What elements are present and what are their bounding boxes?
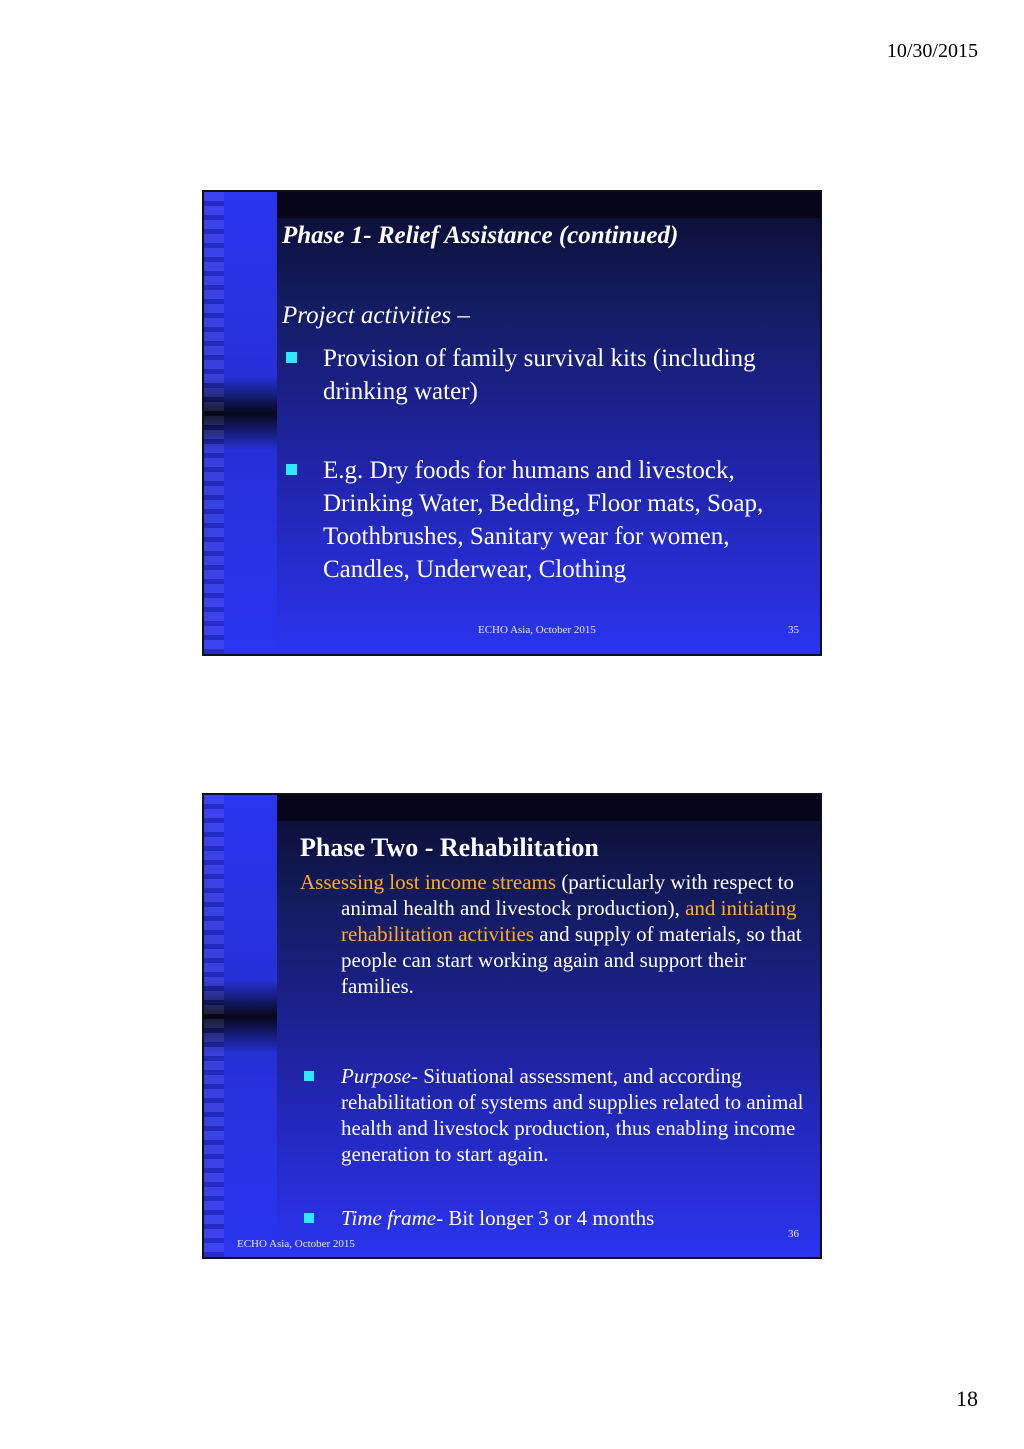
slide-35 xyxy=(202,190,822,656)
slide-footer: ECHO Asia, October 2015 xyxy=(478,624,596,636)
square-bullet-icon xyxy=(286,464,297,475)
list-item xyxy=(282,454,802,586)
slide-top-strip xyxy=(277,192,820,218)
slide-title: Phase 1- Relief Assistance (continued) xyxy=(282,222,679,249)
highlight-text: Assessing lost income streams xyxy=(300,870,557,894)
slide-intro-paragraph xyxy=(300,869,806,999)
bullet-label: Time frame xyxy=(341,1206,437,1230)
square-bullet-icon xyxy=(304,1071,314,1081)
bullet-text: E.g. Dry foods for humans and livestock, Drinking Water, Bedding, Floor mats, Soap, Toothbrushes, Sanitary wear for women, Candles, Underwear, Clothing xyxy=(323,457,764,583)
intro-text: and supply of materials, so that people can start working again and support their families. xyxy=(341,922,802,998)
bullet-text: - Situational assessment, and according rehabilitation of systems and supplies related to animal health and livestock production, thus enabling income generation to start again. xyxy=(341,1064,804,1166)
highlight-text: and initiating rehabilitation activities xyxy=(341,896,797,946)
square-bullet-icon xyxy=(304,1213,314,1223)
bullet-label: Purpose xyxy=(341,1064,411,1088)
slide-decorative-band xyxy=(204,795,277,1257)
intro-text: (particularly with respect to animal health and livestock production), xyxy=(341,870,794,920)
slide-decorative-band xyxy=(204,192,277,654)
list-item xyxy=(300,1205,806,1231)
page-date: 10/30/2015 xyxy=(886,40,978,62)
square-bullet-icon xyxy=(286,352,297,363)
bullet-text: - Bit longer 3 or 4 months xyxy=(436,1206,655,1230)
slide-top-strip xyxy=(277,795,820,821)
list-item xyxy=(282,342,802,408)
slide-title: Phase Two - Rehabilitation xyxy=(300,833,599,862)
list-item xyxy=(300,1063,806,1167)
bullet-text: Provision of family survival kits (including drinking water) xyxy=(323,345,756,405)
page-number: 18 xyxy=(956,1386,978,1411)
slide-footer: ECHO Asia, October 2015 xyxy=(237,1238,355,1250)
slide-subtitle: Project activities – xyxy=(282,302,470,329)
slide-36 xyxy=(202,793,822,1259)
slide-number: 35 xyxy=(788,624,799,636)
slide-number: 36 xyxy=(788,1228,799,1240)
